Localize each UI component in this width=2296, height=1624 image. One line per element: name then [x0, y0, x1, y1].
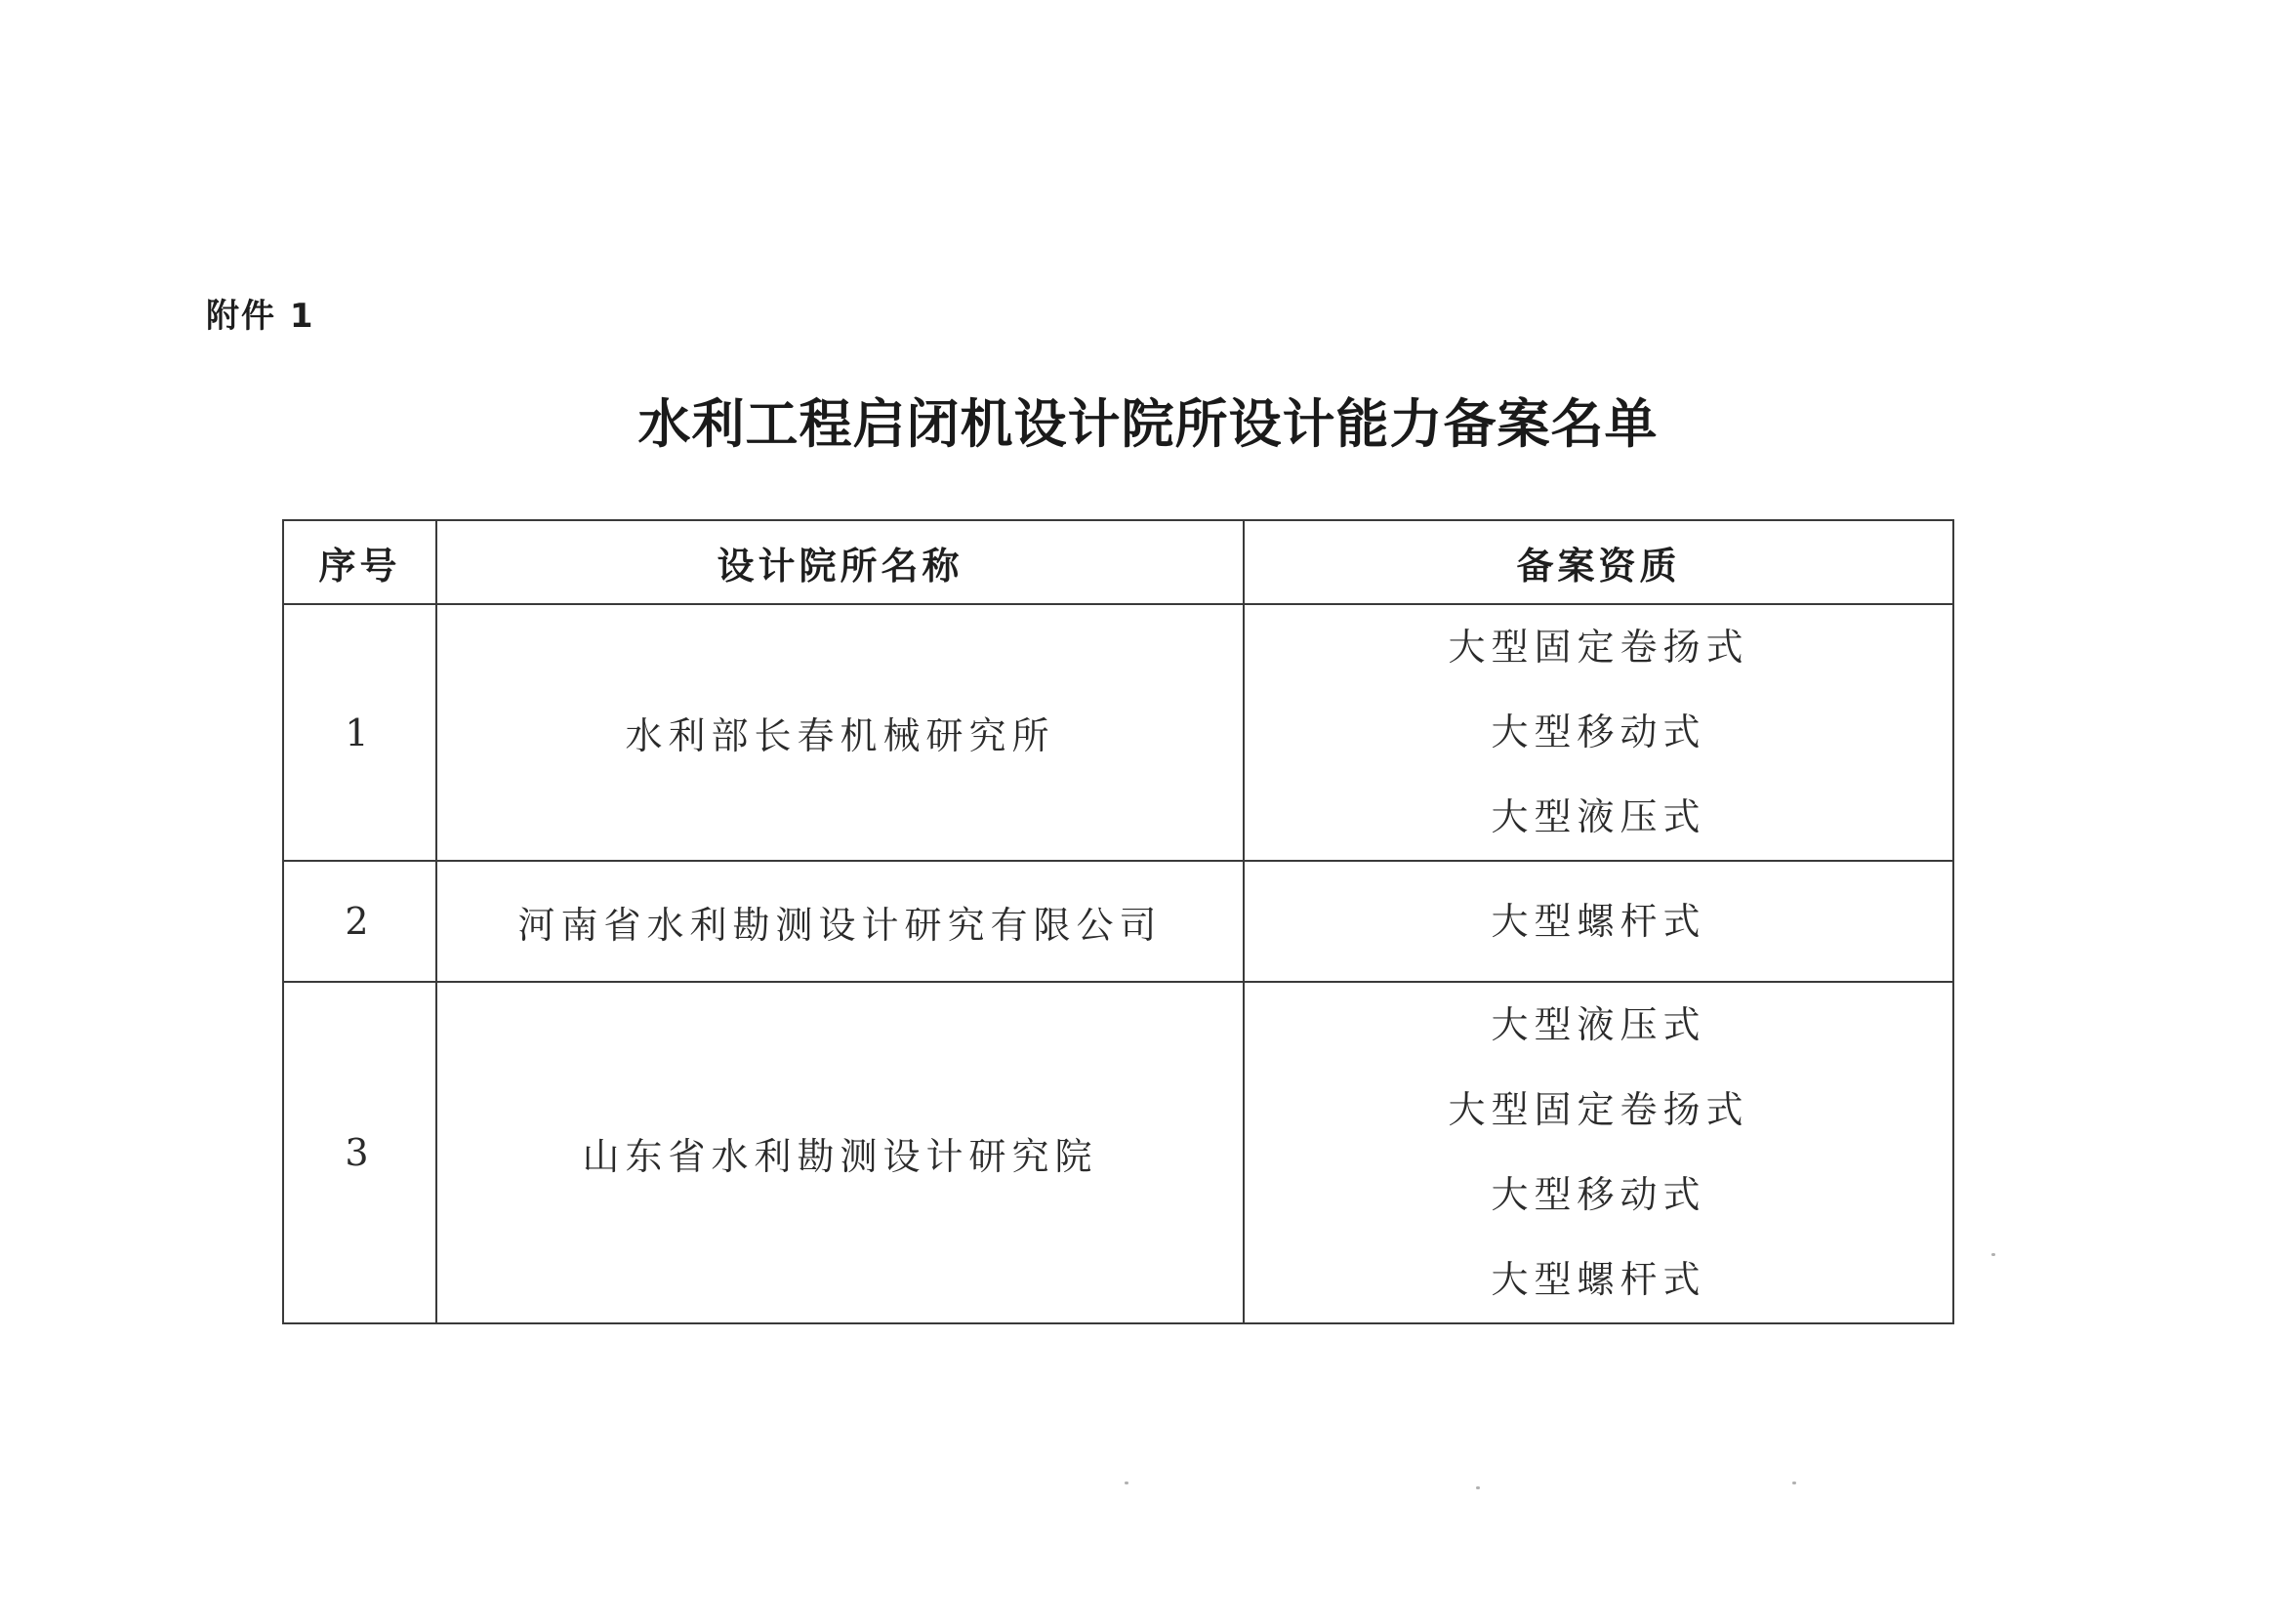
qualification-item: 大型液压式 — [1491, 795, 1706, 838]
table-row — [283, 604, 1953, 861]
row-serial-number: 3 — [283, 982, 436, 1323]
row-qualifications — [1244, 604, 1953, 861]
table-header-row — [283, 520, 1953, 604]
row-serial-number: 2 — [283, 861, 436, 982]
qualification-item: 大型螺杆式 — [1491, 899, 1706, 943]
scan-speck — [1792, 1482, 1796, 1484]
filing-table — [282, 519, 1954, 1324]
qualification-item: 大型液压式 — [1491, 1003, 1706, 1046]
qualification-item: 大型移动式 — [1491, 1173, 1706, 1216]
row-institute-name: 水利部长春机械研究所 — [436, 604, 1244, 861]
document-title: 水利工程启闭机设计院所设计能力备案名单 — [637, 393, 1659, 455]
scan-speck — [1991, 1253, 1995, 1256]
table-row — [283, 982, 1953, 1323]
row-qualifications — [1244, 982, 1953, 1323]
row-institute-name: 山东省水利勘测设计研究院 — [436, 982, 1244, 1323]
qualification-item: 大型移动式 — [1491, 710, 1706, 753]
scan-speck — [1476, 1486, 1480, 1489]
table-row — [283, 861, 1953, 982]
header-qualification: 备案资质 — [1244, 520, 1953, 604]
header-serial-number: 序号 — [283, 520, 436, 604]
row-serial-number: 1 — [283, 604, 436, 861]
scan-speck — [1125, 1482, 1128, 1484]
header-institute-name: 设计院所名称 — [436, 520, 1244, 604]
qualification-item: 大型螺杆式 — [1491, 1258, 1706, 1301]
attachment-label: 附件 1 — [206, 297, 315, 336]
row-qualifications — [1244, 861, 1953, 982]
qualification-item: 大型固定卷扬式 — [1448, 1088, 1749, 1131]
qualification-item: 大型固定卷扬式 — [1448, 626, 1749, 669]
row-institute-name: 河南省水利勘测设计研究有限公司 — [436, 861, 1244, 982]
